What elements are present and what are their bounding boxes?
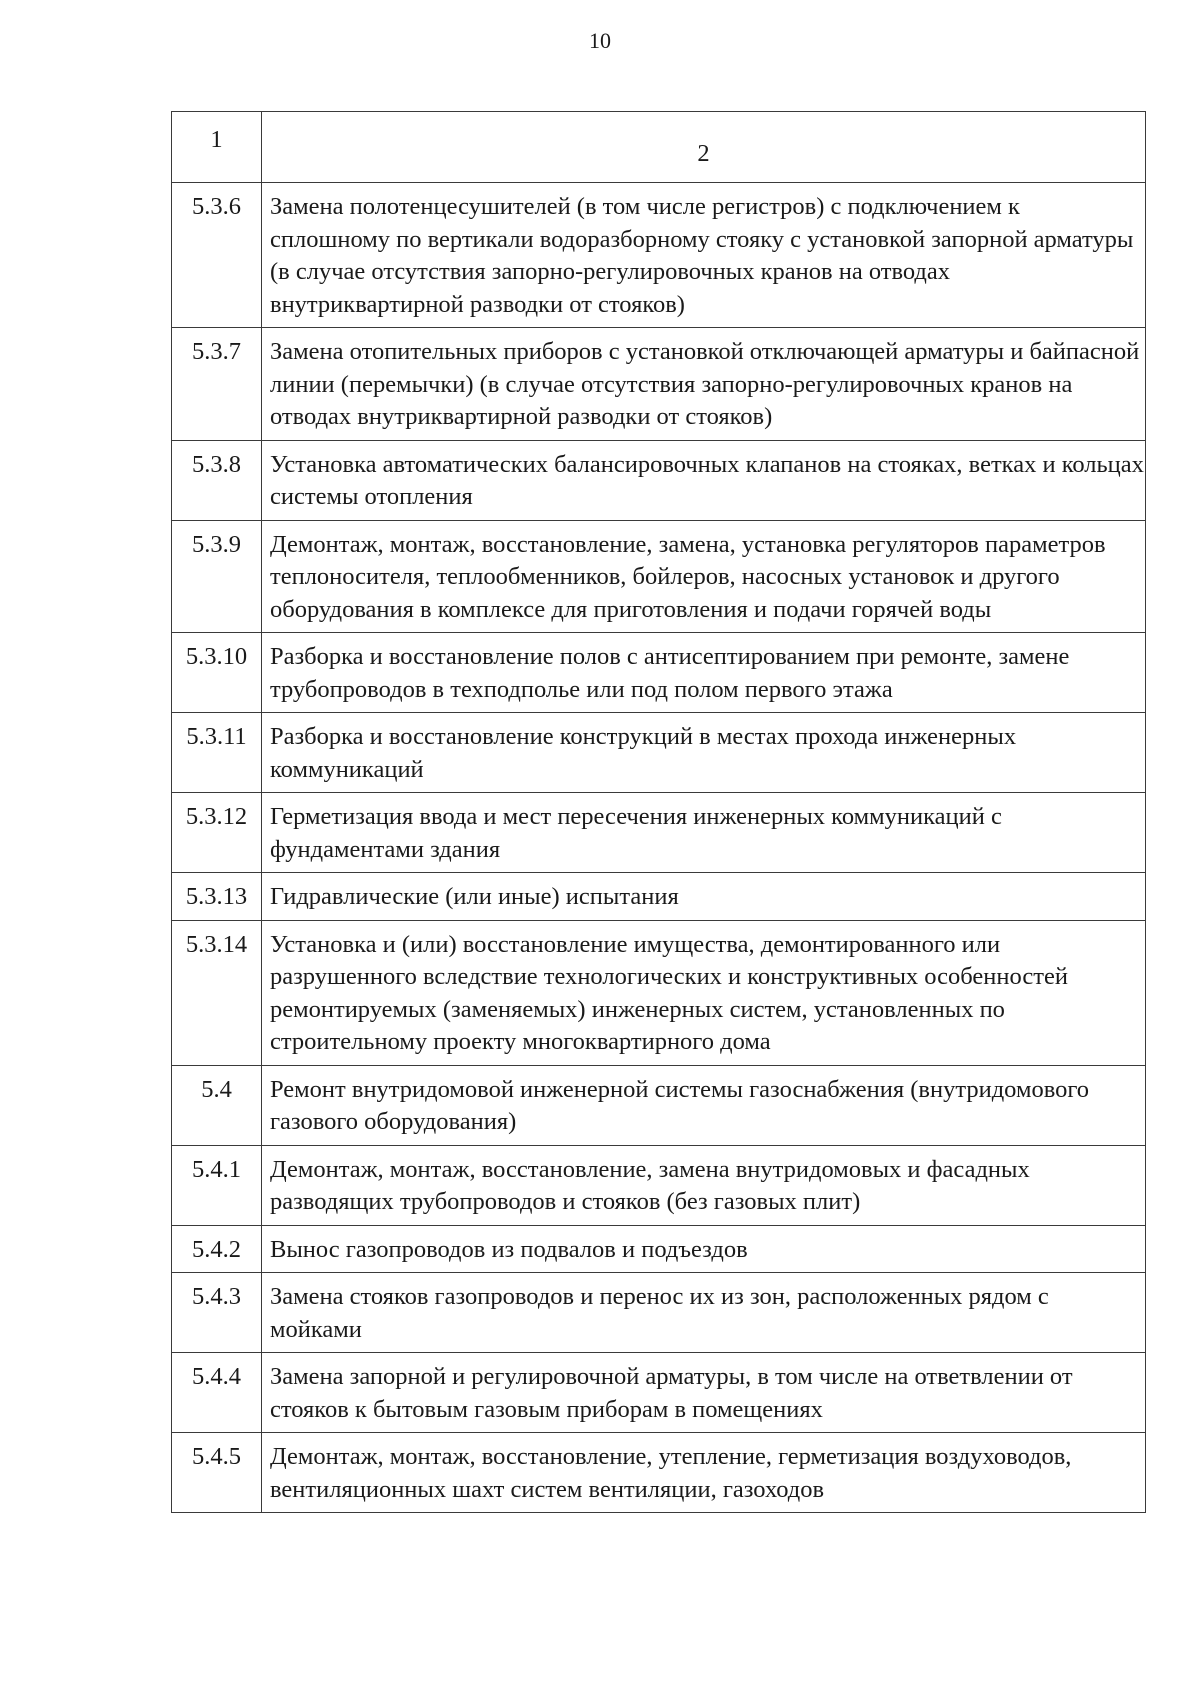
table-row xyxy=(172,440,1146,520)
row-number: 5.3.14 xyxy=(172,920,262,1065)
row-description: Замена стояков газопроводов и перенос их из зон, расположенных рядом с мойками xyxy=(262,1273,1146,1353)
row-number: 5.3.11 xyxy=(172,713,262,793)
table-row xyxy=(172,793,1146,873)
row-number: 5.4.2 xyxy=(172,1225,262,1273)
table-row xyxy=(172,1145,1146,1225)
table-row xyxy=(172,713,1146,793)
row-description: Герметизация ввода и мест пересечения инженерных коммуникаций с фундаментами здания xyxy=(262,793,1146,873)
table-row xyxy=(172,1433,1146,1513)
row-description: Вынос газопроводов из подвалов и подъездов xyxy=(262,1225,1146,1273)
table-row xyxy=(172,633,1146,713)
row-number: 5.3.10 xyxy=(172,633,262,713)
table-row xyxy=(172,1225,1146,1273)
row-description: Замена полотенцесушителей (в том числе регистров) с подключением к сплошному по вертикали водоразборному стояку с установкой запорной арматуры (в случае отсутствия запорно-регулировочных кранов на отводах внутриквартирной разводки от стояков) xyxy=(262,183,1146,328)
row-description: Гидравлические (или иные) испытания xyxy=(262,873,1146,921)
header-cell-description: 2 xyxy=(262,112,1146,183)
table-header-row xyxy=(172,112,1146,183)
row-number: 5.3.6 xyxy=(172,183,262,328)
row-description: Разборка и восстановление полов с антисептированием при ремонте, замене трубопроводов в техподполье или под полом первого этажа xyxy=(262,633,1146,713)
works-table xyxy=(171,111,1146,1513)
row-number: 5.3.9 xyxy=(172,520,262,633)
row-number: 5.3.13 xyxy=(172,873,262,921)
row-number: 5.3.12 xyxy=(172,793,262,873)
row-description: Демонтаж, монтаж, восстановление, замена внутридомовых и фасадных разводящих трубопроводов и стояков (без газовых плит) xyxy=(262,1145,1146,1225)
table-row xyxy=(172,1353,1146,1433)
table-row xyxy=(172,520,1146,633)
row-description: Установка автоматических балансировочных клапанов на стояках, ветках и кольцах системы отопления xyxy=(262,440,1146,520)
table-row xyxy=(172,328,1146,441)
row-number: 5.4.3 xyxy=(172,1273,262,1353)
table-row xyxy=(172,183,1146,328)
row-description: Демонтаж, монтаж, восстановление, замена, установка регуляторов параметров теплоносителя, теплообменников, бойлеров, насосных установок и другого оборудования в комплексе для приготовления и подачи горячей воды xyxy=(262,520,1146,633)
row-number: 5.4.4 xyxy=(172,1353,262,1433)
table-row xyxy=(172,873,1146,921)
row-description: Разборка и восстановление конструкций в местах прохода инженерных коммуникаций xyxy=(262,713,1146,793)
row-description: Замена запорной и регулировочной арматуры, в том числе на ответвлении от стояков к бытовым газовым приборам в помещениях xyxy=(262,1353,1146,1433)
row-description: Демонтаж, монтаж, восстановление, утепление, герметизация воздуховодов, вентиляционных шахт систем вентиляции, газоходов xyxy=(262,1433,1146,1513)
page-number: 10 xyxy=(589,28,611,53)
table-row xyxy=(172,1273,1146,1353)
row-number: 5.4.1 xyxy=(172,1145,262,1225)
row-number: 5.4 xyxy=(172,1065,262,1145)
row-description: Замена отопительных приборов с установкой отключающей арматуры и байпасной линии (перемычки) (в случае отсутствия запорно-регулировочных кранов на отводах внутриквартирной разводки от стояков) xyxy=(262,328,1146,441)
header-cell-number: 1 xyxy=(172,112,262,183)
row-number: 5.4.5 xyxy=(172,1433,262,1513)
row-number: 5.3.7 xyxy=(172,328,262,441)
row-description: Установка и (или) восстановление имущества, демонтированного или разрушенного вследствие технологических и конструктивных особенностей ремонтируемых (заменяемых) инженерных систем, установленных по строительному проекту многоквартирного дома xyxy=(262,920,1146,1065)
table-row xyxy=(172,920,1146,1065)
table-row xyxy=(172,1065,1146,1145)
row-description: Ремонт внутридомовой инженерной системы газоснабжения (внутридомового газового оборудования) xyxy=(262,1065,1146,1145)
row-number: 5.3.8 xyxy=(172,440,262,520)
